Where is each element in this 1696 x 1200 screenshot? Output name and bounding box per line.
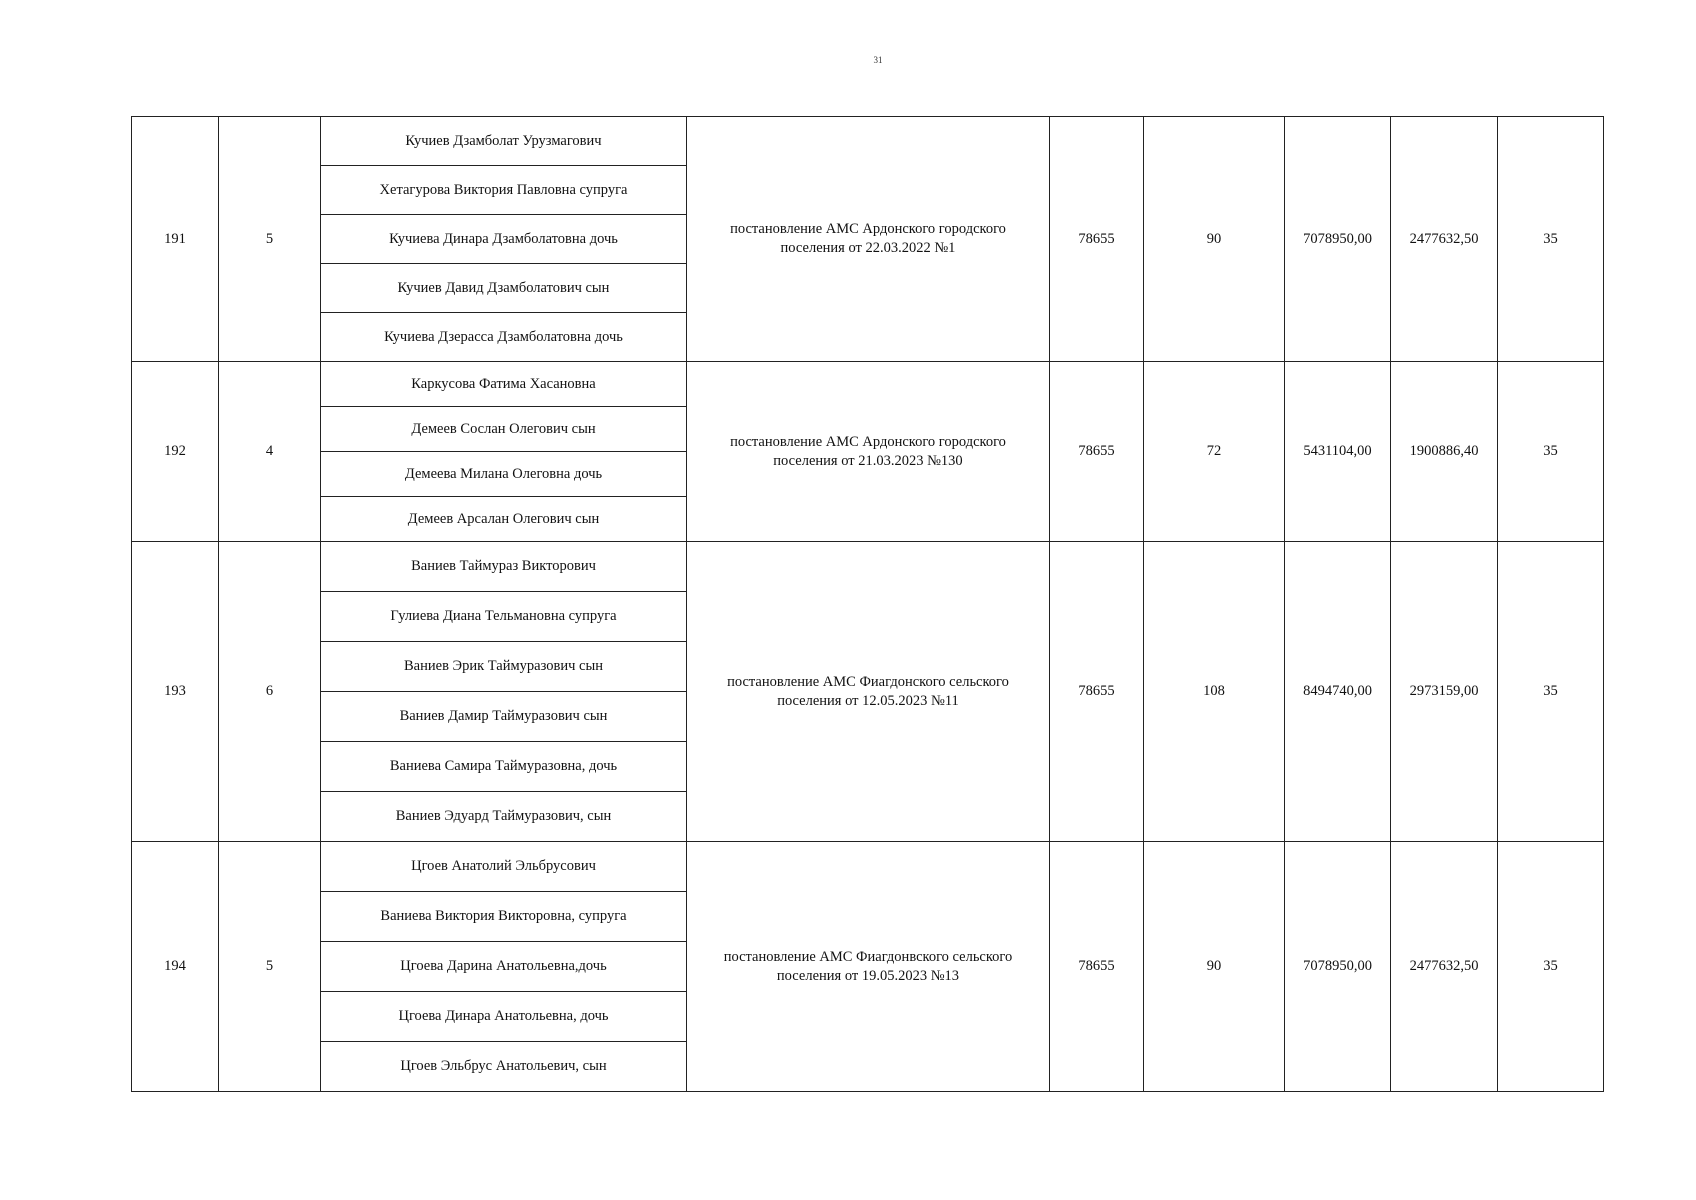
family-member: Ваниева Виктория Викторовна, супруга [321, 892, 687, 942]
decree-text: постановление АМС Ардонского городского поселения от 22.03.2022 №1 [687, 117, 1050, 362]
family-member: Демеев Сослан Олегович сын [321, 407, 687, 452]
table-body [132, 117, 1604, 1092]
grant-percent: 35 [1498, 842, 1604, 1092]
table-row [132, 542, 1604, 592]
total-cost: 7078950,00 [1285, 842, 1391, 1092]
family-member: Демеев Арсалан Олегович сын [321, 497, 687, 542]
norm-cost: 78655 [1050, 842, 1144, 1092]
family-member: Ваниев Эдуард Таймуразович, сын [321, 792, 687, 842]
housing-grant-table [131, 116, 1604, 1092]
family-member: Демеева Милана Олеговна дочь [321, 452, 687, 497]
grant-amount: 2973159,00 [1391, 542, 1498, 842]
norm-cost: 78655 [1050, 542, 1144, 842]
grant-percent: 35 [1498, 362, 1604, 542]
family-member: Кучиев Дзамболат Урузмагович [321, 117, 687, 166]
table-row [132, 842, 1604, 892]
total-cost: 7078950,00 [1285, 117, 1391, 362]
family-member: Ваниев Дамир Таймуразович сын [321, 692, 687, 742]
family-member: Ваниева Самира Таймуразовна, дочь [321, 742, 687, 792]
record-number: 193 [132, 542, 219, 842]
housing-area: 108 [1144, 542, 1285, 842]
housing-area: 90 [1144, 842, 1285, 1092]
family-size: 4 [219, 362, 321, 542]
family-member: Цгоев Эльбрус Анатольевич, сын [321, 1042, 687, 1092]
housing-area: 90 [1144, 117, 1285, 362]
family-member: Кучиева Дзерасса Дзамболатовна дочь [321, 313, 687, 362]
family-member: Хетагурова Виктория Павловна супруга [321, 166, 687, 215]
norm-cost: 78655 [1050, 117, 1144, 362]
table-row [132, 362, 1604, 407]
record-number: 192 [132, 362, 219, 542]
family-size: 5 [219, 117, 321, 362]
family-member: Ваниев Эрик Таймуразович сын [321, 642, 687, 692]
family-member: Гулиева Диана Тельмановна супруга [321, 592, 687, 642]
grant-amount: 1900886,40 [1391, 362, 1498, 542]
norm-cost: 78655 [1050, 362, 1144, 542]
grant-percent: 35 [1498, 117, 1604, 362]
record-number: 191 [132, 117, 219, 362]
grant-amount: 2477632,50 [1391, 117, 1498, 362]
family-member: Цгоева Динара Анатольевна, дочь [321, 992, 687, 1042]
grant-amount: 2477632,50 [1391, 842, 1498, 1092]
page-number: 31 [873, 55, 883, 65]
table-row [132, 117, 1604, 166]
total-cost: 8494740,00 [1285, 542, 1391, 842]
housing-area: 72 [1144, 362, 1285, 542]
family-size: 6 [219, 542, 321, 842]
record-number: 194 [132, 842, 219, 1092]
family-member: Ваниев Таймураз Викторович [321, 542, 687, 592]
decree-text: постановление АМС Фиагдонского сельского поселения от 12.05.2023 №11 [687, 542, 1050, 842]
decree-text: постановление АМС Фиагдонвского сельского поселения от 19.05.2023 №13 [687, 842, 1050, 1092]
family-member: Цгоева Дарина Анатольевна,дочь [321, 942, 687, 992]
total-cost: 5431104,00 [1285, 362, 1391, 542]
family-size: 5 [219, 842, 321, 1092]
family-member: Цгоев Анатолий Эльбрусович [321, 842, 687, 892]
grant-percent: 35 [1498, 542, 1604, 842]
family-member: Кучиева Динара Дзамболатовна дочь [321, 215, 687, 264]
family-member: Каркусова Фатима Хасановна [321, 362, 687, 407]
decree-text: постановление АМС Ардонского городского поселения от 21.03.2023 №130 [687, 362, 1050, 542]
family-member: Кучиев Давид Дзамболатович сын [321, 264, 687, 313]
